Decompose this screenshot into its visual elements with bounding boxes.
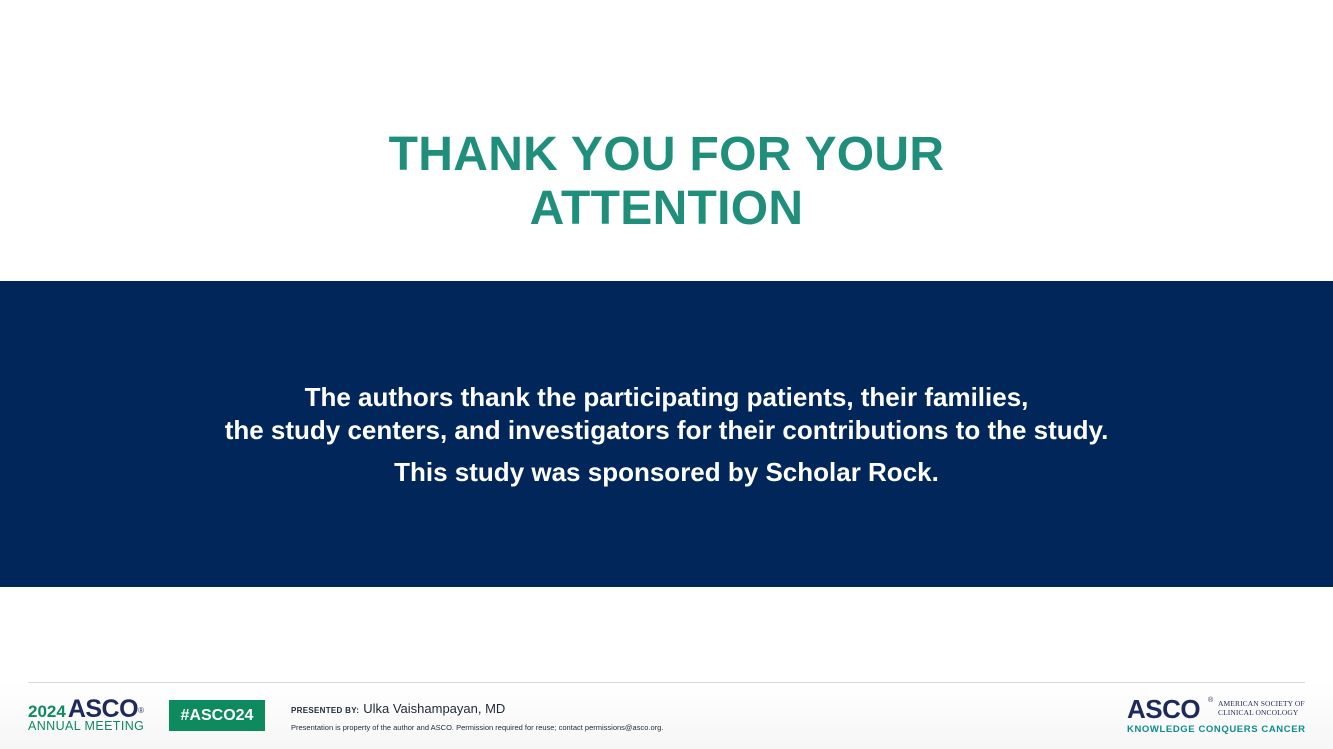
meeting-year: 2024 [28, 702, 66, 721]
acknowledgement-band [0, 281, 1333, 587]
meeting-registered-mark: ® [138, 706, 144, 715]
hashtag-badge: #ASCO24 [169, 700, 265, 731]
title-line-1: THANK YOU FOR YOUR [388, 128, 945, 182]
acknowledgement-line-2: the study centers, and investigators for their contributions to the study. [224, 415, 1109, 445]
presenter-line [291, 700, 505, 718]
sponsor-line: This study was sponsored by Scholar Rock. [394, 457, 939, 487]
footer-divider [28, 682, 1305, 683]
org-full-name [1218, 699, 1305, 717]
presented-by-label: PRESENTED BY: [291, 706, 360, 715]
org-name-line-1: AMERICAN SOCIETY OF [1218, 699, 1305, 708]
asco-organization-logo [1127, 694, 1307, 738]
org-name-line-2: CLINICAL ONCOLOGY [1218, 708, 1299, 717]
meeting-brand: ASCO [67, 695, 139, 723]
org-brand: ASCO [1127, 694, 1201, 724]
copyright-disclaimer: Presentation is property of the author and ASCO. Permission required for reuse; contact permissions@asco.org. [291, 723, 664, 732]
org-tagline: KNOWLEDGE CONQUERS CANCER [1127, 724, 1306, 735]
presenter-name: Ulka Vaishampayan, MD [363, 701, 506, 716]
org-registered-mark: ® [1208, 697, 1214, 704]
acknowledgement-line-1: The authors thank the participating patients, their families, [304, 382, 1029, 412]
slide-title [0, 128, 1333, 236]
title-line-2: ATTENTION [529, 182, 804, 236]
meeting-name: ANNUAL MEETING [28, 719, 145, 733]
